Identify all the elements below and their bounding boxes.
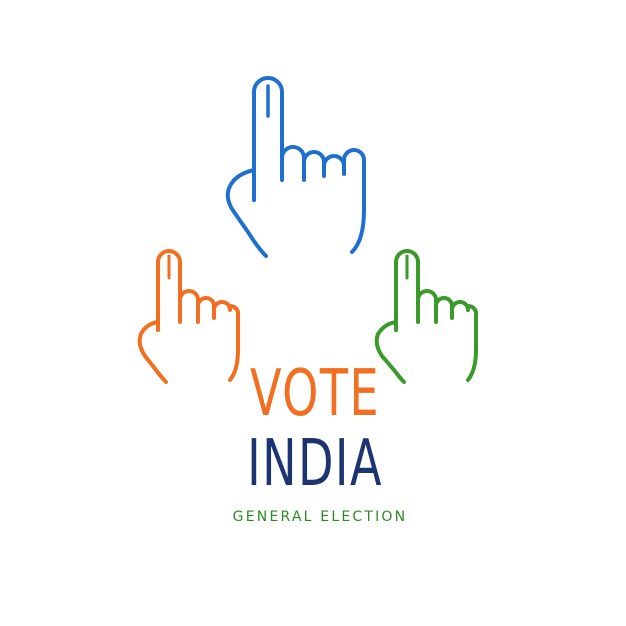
subtitle-general-election: GENERAL ELECTION bbox=[232, 509, 408, 525]
headline-india: INDIA bbox=[247, 427, 383, 501]
center-hand-icon bbox=[228, 78, 364, 256]
center-hand-wrist bbox=[266, 252, 352, 336]
headline-vote: VOTE bbox=[249, 357, 381, 431]
